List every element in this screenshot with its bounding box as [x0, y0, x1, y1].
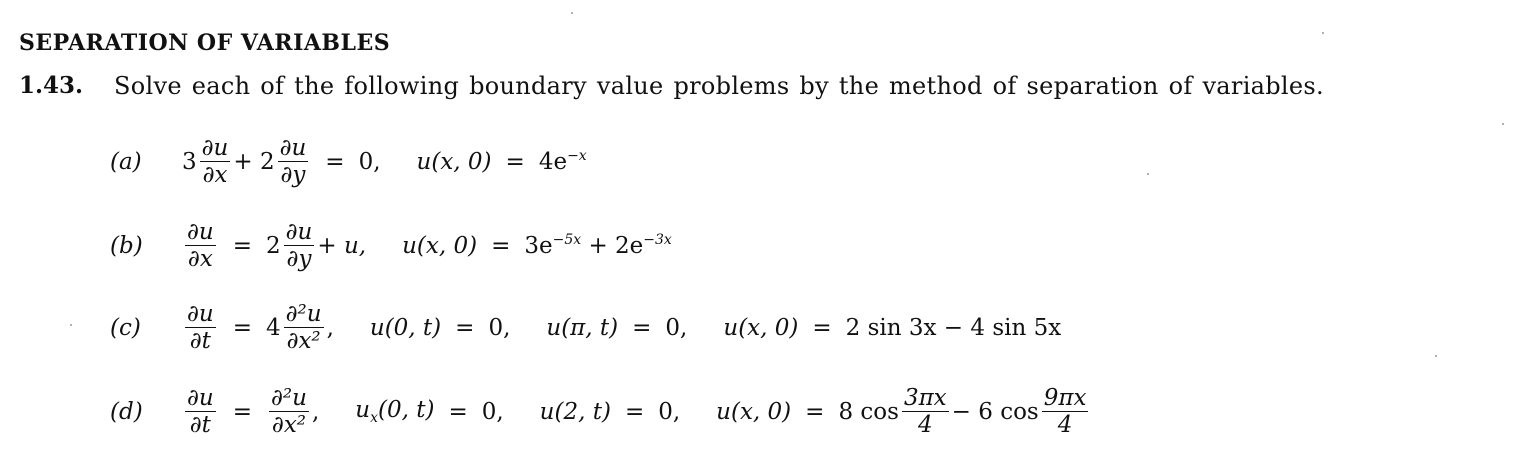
cosine-argument-fraction: $\frac{9\pi x}{4}$ [1043, 385, 1087, 439]
condition-lhs: u(2, t) [539, 398, 611, 425]
part-a [110, 136, 587, 187]
partial-fraction: $\frac{\partial u}{\partial x}$ [201, 135, 229, 189]
part-d: (d) $\frac{\partial u}{\partial t}$ = $\frac{\text{∂²u}}{\text{∂x²}}$ , $u_x(0$, t) = 0, u(2, t) = 0, u(x, 0) = 8 cos $\frac{3\pi x}{4}$ − 6 cos $\frac{9\pi x}{4}$ [110, 385, 1087, 439]
equals-sign: = [448, 398, 468, 425]
scan-speck [70, 324, 72, 326]
equals-sign: = [505, 148, 525, 175]
part-label: (d) [110, 398, 143, 425]
scan-speck [571, 12, 573, 14]
partial-fraction: $\frac{\partial u}{\partial x}$ [187, 219, 214, 273]
problem-number: 1.43. [19, 72, 84, 99]
coefficient: 2 [266, 232, 281, 259]
condition-rhs: $4e^{-x}$ [538, 148, 587, 176]
scan-speck [1322, 32, 1324, 34]
equals-sign: = [624, 398, 645, 425]
rhs-value: 0, [358, 148, 381, 175]
partial-fraction: $\frac{\partial u}{\partial y}$ [285, 219, 313, 273]
part-label: (a) [110, 148, 142, 175]
partial-fraction: $\frac{\text{∂²u}}{\text{∂x²}}$ [285, 301, 322, 355]
condition-lhs: u(x, 0) [716, 398, 792, 425]
condition-rhs: 0, [488, 314, 511, 341]
partial-fraction: $\frac{\partial u}{\partial y}$ [279, 135, 307, 189]
cosine-argument-fraction: $\frac{3\pi x}{4}$ [903, 385, 947, 439]
part-b [110, 220, 672, 271]
partial-fraction: $\frac{\partial u}{\partial t}$ [187, 301, 214, 355]
condition-lhs: u(x, 0) [402, 232, 478, 259]
condition-lhs: u(0, t) [369, 314, 442, 341]
equals-sign: = [232, 314, 252, 341]
coefficient: 3 [182, 148, 197, 175]
condition-rhs: 2 sin 3x − 4 sin 5x [845, 314, 1062, 341]
condition-lhs: u(π, t) [546, 314, 619, 341]
scan-speck [1502, 123, 1504, 125]
cosine-term: 8 cos [838, 398, 899, 425]
partial-fraction: $\frac{\partial u}{\partial t}$ [187, 385, 214, 439]
condition-lhs: u(x, 0) [416, 148, 492, 175]
part-label: (c) [110, 314, 141, 341]
condition-lhs: u(x, 0) [723, 314, 799, 341]
part-c: (c) $\frac{\partial u}{\partial t}$ = 4 $\frac{\text{∂²u}}{\text{∂x²}}$ , u(0, t) = 0, u(π, t) = 0, u(x, 0) = 2 sin 3x − 4 sin 5x [110, 301, 1062, 355]
equals-sign: = [632, 314, 652, 341]
problem-statement: Solve each of the following boundary value problems by the method of separation of variables. [114, 72, 1324, 100]
equals-sign: = [232, 232, 252, 259]
condition-rhs: 0, [658, 398, 681, 425]
equals-sign: = [232, 398, 252, 425]
condition-rhs: $3e^{-5x} + 2e^{-3x}$ [524, 232, 672, 260]
equals-sign: = [491, 232, 511, 259]
condition-rhs: 0, [481, 398, 504, 425]
coefficient: 4 [266, 314, 281, 341]
section-heading: SEPARATION OF VARIABLES [19, 30, 391, 56]
equals-sign: = [455, 314, 475, 341]
equals-sign: = [325, 148, 345, 175]
scan-speck [1435, 355, 1437, 357]
plus-term: + 2 [233, 148, 275, 175]
condition-rhs: 0, [665, 314, 688, 341]
part-label: (b) [110, 232, 143, 259]
cosine-term: − 6 cos [951, 398, 1039, 425]
partial-fraction: $\frac{\text{∂²u}}{\text{∂x²}}$ [271, 385, 307, 439]
scan-speck [1147, 173, 1149, 175]
tail-term: + u, [317, 232, 367, 259]
equals-sign: = [805, 398, 825, 425]
equals-sign: = [812, 314, 832, 341]
condition-lhs: $u_x(0$, t) [355, 397, 435, 427]
